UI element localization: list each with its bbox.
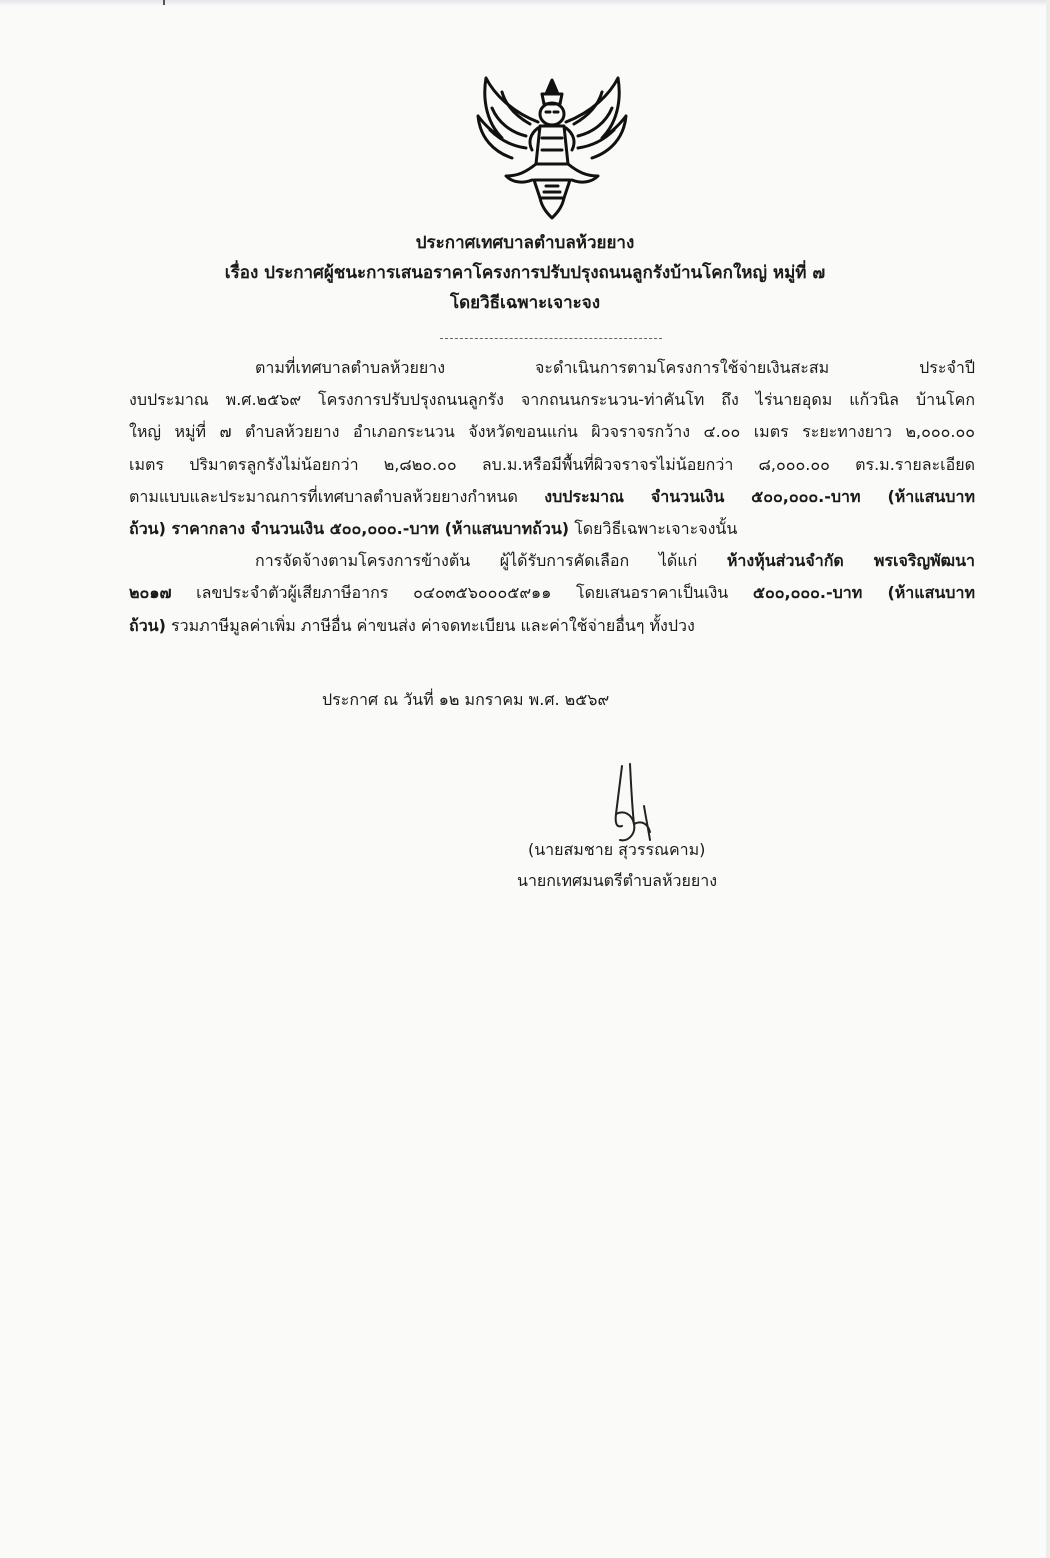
paragraph2-line2	[129, 577, 975, 609]
signer-name: (นายสมชาย สุวรรณคาม)	[528, 840, 706, 859]
paragraph1-line5-text: ตามแบบและประมาณการที่เทศบาลตำบลห้วยยางกำหนด	[129, 486, 518, 506]
winning-contractor-suffix: ๒๐๑๗	[129, 583, 172, 603]
paragraph2-line1	[129, 545, 975, 577]
scan-top-edge	[0, 0, 1050, 6]
median-price: ถ้วน) ราคากลาง จำนวนเงิน ๕๐๐,๐๐๐.-บาท (ห้าแสนบาทถ้วน)	[129, 519, 570, 539]
document-header	[0, 228, 1050, 318]
budget-amount: งบประมาณ จำนวนเงิน ๕๐๐,๐๐๐.-บาท (ห้าแสนบาท	[544, 486, 975, 506]
paragraph1-line4: เมตร ปริมาตรลูกรังไม่น้อยกว่า ๒,๘๒๐.๐๐ ลบ.ม.หรือมีพื้นที่ผิวจราจรไม่น้อยกว่า ๘,๐๐๐.๐๐ ตร.ม.รายละเอียด	[129, 454, 975, 474]
paragraph1-line3: ใหญ่ หมู่ที่ ๗ ตำบลห้วยยาง อำเภอกระนวน จังหวัดขอนแก่น ผิวจราจรกว้าง ๔.๐๐ เมตร ระยะทางยาว ๒,๐๐๐.๐๐	[129, 422, 975, 442]
signer-title: นายกเทศมนตรีตำบลห้วยยาง	[517, 871, 718, 890]
header-divider	[440, 338, 662, 339]
paragraph1-line6	[129, 513, 975, 545]
handwritten-signature	[598, 762, 660, 850]
garuda-emblem-icon	[472, 72, 632, 222]
taxpayer-id-text: เลขประจำตัวผู้เสียภาษีอากร ๐๔๐๓๕๖๐๐๐๕๙๑๑ โดยเสนอราคาเป็นเงิน	[196, 583, 729, 603]
offered-price-end: ถ้วน)	[129, 615, 166, 635]
offered-price: ๕๐๐,๐๐๐.-บาท (ห้าแสนบาท	[752, 583, 975, 603]
procurement-method: โดยวิธีเฉพาะเจาะจง	[449, 293, 601, 313]
scan-top-mark	[163, 0, 165, 5]
paragraph2-line3	[129, 610, 975, 642]
paragraph1-line5	[129, 481, 975, 513]
announcement-date: ประกาศ ณ วันที่ ๑๒ มกราคม พ.ศ. ๒๕๖๙	[322, 690, 610, 709]
paragraph1-line1: ตามที่เทศบาลตำบลห้วยยาง จะดำเนินการตามโครงการใช้จ่ายเงินสะสม ประจำปี	[255, 358, 975, 377]
announcement-subject: เรื่อง ประกาศผู้ชนะการเสนอราคาโครงการปรับปรุงถนนลูกรังบ้านโคกใหญ่ หมู่ที่ ๗	[224, 263, 826, 283]
paragraph2-line1-text: การจัดจ้างตามโครงการข้างต้น ผู้ได้รับการคัดเลือก ได้แก่	[255, 551, 698, 571]
paragraph1-line2: งบประมาณ พ.ศ.๒๕๖๙ โครงการปรับปรุงถนนลูกรัง จากถนนกระนวน-ท่าคันโท ถึง ไร่นายอุดม แก้วนิล บ้านโคก	[129, 390, 975, 410]
announcement-title: ประกาศเทศบาลตำบลห้วยยาง	[415, 233, 635, 253]
winning-contractor: ห้างหุ้นส่วนจำกัด พรเจริญพัฒนา	[726, 551, 975, 571]
document-body	[129, 352, 975, 642]
price-inclusions: รวมภาษีมูลค่าเพิ่ม ภาษีอื่น ค่าขนส่ง ค่าจดทะเบียน และค่าใช้จ่ายอื่นๆ ทั้งปวง	[171, 615, 695, 635]
paragraph1-line6-text: โดยวิธีเฉพาะเจาะจงนั้น	[574, 519, 738, 539]
